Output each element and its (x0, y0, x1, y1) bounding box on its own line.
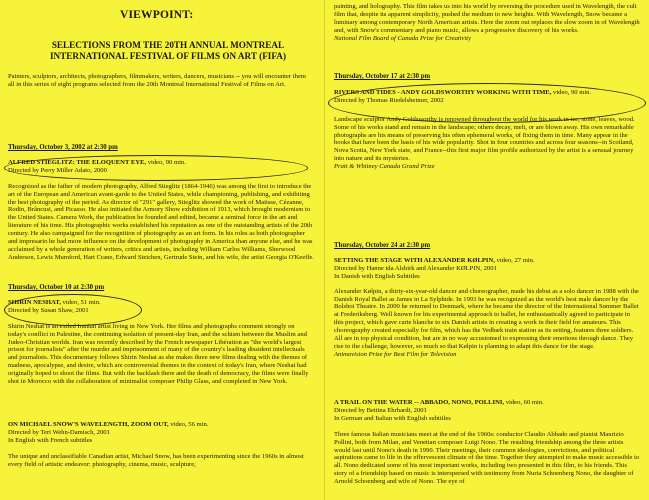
page-fold (324, 0, 325, 500)
film-description: The unique and unclassifiable Canadian artist, Michael Snow, has been experimenting since the 1960s in almost every field of artistic endeavor: photography, cinema, music, sculpture, (8, 452, 304, 468)
film-description: Shirin Neshat is an exiled Iranian artist living in New York. Her films and photographs comment strongly on today's conflict in Palestine, the continuing isolation of present-day Iran, and the schism between the Muslim and Judeo-Christian worlds. Iran was recently described by the French newspaper Libération as "the world's largest prison for journalists" after the murder and imprisonment of many of the country's leading dissident intellectuals and journalists. This documentary follows Shirin Neshat as she makes three new films dealing with the themes of madness, apocalypse, and desire, which are controversial themes in the context of today's Iran, where Neshat had originally hoped to shoot the films. But with the backlash there and the death of democracy, the films were finally shot in Morocco with the collaboration of minimalist composer Philip Glass, and completed in New York. (8, 322, 309, 386)
award-line: National Film Board of Canada Prize for Creativity (334, 34, 472, 42)
film-meta: video, 51 min. (62, 298, 101, 306)
film-language: In German and Italian with English subtitles (334, 414, 451, 422)
film-title: ON MICHAEL SNOW'S WAVELENGTH, ZOOM OUT, (8, 421, 169, 428)
film-title: RIVERS AND TIDES - ANDY GOLDSWORTHY WORKING WITH TIME, (334, 88, 552, 96)
page-subtitle: SELECTIONS FROM THE 20TH ANNUAL MONTREAL INTERNATIONAL FESTIVAL OF FILMS ON ART (FIFA) (49, 40, 287, 61)
date-heading: Thursday, October 17 at 2:30 pm (334, 73, 431, 80)
film-meta: video, 27 min. (496, 256, 535, 264)
program-snow-continued (334, 3, 640, 43)
film-description: Three famous Italian musicians meet at the end of the 1960s: conductor Claudio Abbado and pianist Maurizio Pollini, both from Milan, and Venetian composer Luigi Nono. The resulting friendship among the three artists would last until Nono's death in 1990. Their meetings, their common ideologies, convictions, and political aspirations came to life in the effervescent climate of the time. Together they attempted to make music accessible to all. Nono dedicated some of his most important works, including two presented in this film, to his friends. This story of a friendship based on music is interspersed with testimony from Nuria Schoenberg Nono, the daughter of Arnold Schoenberg and wife of Nono. The eye of (334, 430, 640, 486)
film-title: A TRAIL ON THE WATER -- ABBADO, NONO, POLLINI, (334, 399, 505, 406)
film-director: Directed by Susan Shaw, 2001 (8, 306, 89, 314)
film-description: Recognized as the father of modern photography, Alfred Stieglitz (1864-1946) was among the first to introduce the art of the European and American avant-garde to the United States, while championing, publishing, and exhibiting the best photography of the period. As director of "291" gallery, Stieglitz showed the work of Matisse, Cézanne, Rodin, Brâncusi, and Picasso. He also initiated the Armory Show exhibition of 1913, which brought modernism to the United States. Camera Work, the publication he founded and edited, became a seminal force in the art and literature of his time. His photographic works established his reputation as one of the outstanding artists of the 20th century. He also campaigned for the recognition of photography as an art form. In his roles as both photographer and impresario he had more influence on the development of photography in America than anyone else, and he was acclaimed by a whole generation of writers, critics and artists, including William Carlos Williams, Sherwood Anderson, Lewis Mumford, Hart Crane, Edward Steichen, Gertrude Stein, and his wife, the artist Georgia O'Keeffe. (8, 182, 315, 261)
hand-drawn-circle (4, 155, 308, 181)
hand-drawn-circle (4, 294, 142, 326)
hand-drawn-circle (328, 83, 646, 123)
film-director: Directed by Teri Wehn-Damisch, 2001 (8, 428, 110, 436)
award-line: Pratt & Whitney Canada Grand Prize (334, 163, 435, 171)
film-description: Landscape sculptor Andy Goldsworthy is renowned throughout the world for his work in ice, stone, leaves, wood. Some of his works stand and remain in the landscape; others decay, melt, or are blown away. His own remarkable photographs are his means of preserving his often ephemeral works, of fixing them in time. Many appear in the books that have been the basis of his wide popularity. Shot in four countries and across four seasons--in Scotland, Nova Scotia, New York state, and France--this first major film profile authorized by the artist is a sensual journey into nature and its mysteries. (334, 115, 635, 163)
film-title: ALFRED STIEGLITZ: THE ELOQUENT EYE, (8, 158, 147, 166)
film-director: Directed by Perry Miller Adato, 2000 (8, 166, 107, 174)
film-meta: video, 60 min. (505, 399, 544, 406)
date-heading: Thursday, October 24 at 2:30 pm (334, 242, 431, 249)
film-language: In English with French subtitles (8, 436, 93, 444)
page-title: VIEWPOINT: (120, 9, 194, 21)
film-language: In Danish with English Subtitles (334, 272, 420, 280)
film-director: Directed by Thomas Riedelsheimer, 2002 (334, 96, 444, 104)
film-title: SHIRIN NESHAT, (8, 298, 61, 306)
intro-paragraph: Painters, sculptors, architects, photographers, filmmakers, writers, dancers, musicians -- you will encounter them all in this series of eight programs selected from the 20th Montreal International Festival of Films on Art. (8, 73, 306, 88)
date-heading: Thursday, October 3, 2002 at 2:30 pm (8, 144, 118, 151)
program-abbado (334, 399, 640, 486)
program-kolpin (334, 242, 640, 359)
film-meta: video, 56 min. (170, 421, 209, 428)
film-meta: video, 90 min. (147, 158, 186, 166)
date-heading: Thursday, October 10 at 2:30 pm (8, 284, 105, 291)
award-line: Animavision Prize for Best Film for Television (334, 350, 457, 358)
film-director: Directed by Hanne ida Alsbirk and Alexander KØLPIN, 2001 (334, 264, 497, 272)
film-meta: video, 90 min. (553, 88, 592, 96)
film-title: SETTING THE STAGE WITH ALEXANDER KØLPIN, (334, 256, 495, 264)
film-description: painting, and holography. This film takes us into his world by reversing the procedure used in Wavelength, the cult film that, despite its apparent simplicity, pushed the medium to new heights. With Wavelength, Snow became a luminary among contemporary North American artists. Here the zoom out replaces the slow zoom in of Wavelength and, with Snow's commentary and piano music, allows a progressive discovery of his works. (334, 3, 640, 34)
film-description: Alexander Kølpin, a thirty-six-year-old dancer and choreographer, made his debut as a solo dancer in 1988 with the Danish Royal Ballet as James in La Sylphide. In 1993 he was recognized as the world's best male dancer by the Bolshoi Theatre. In 2000 he returned to Denmark, where he became the director of the International Summer Ballet at Frederiksberg. Well known for his experimental approach to ballet, he enthusiastically agreed to participate in this project, which gave carte blanche to six Danish artists in creating a work in their field for amateurs. This choreography created especially for film, which has the Vedbæk train station as its setting, features three soldiers. All are in top physical condition, but are in no way accustomed to expressing their emotions through dance. They rise to the challenge, however, so much so that Kølpin is planning to adapt this dance for the stage. (334, 287, 639, 350)
film-director: Directed by Bettina Ehrhardt, 2001 (334, 406, 427, 414)
program-snow (8, 421, 314, 469)
